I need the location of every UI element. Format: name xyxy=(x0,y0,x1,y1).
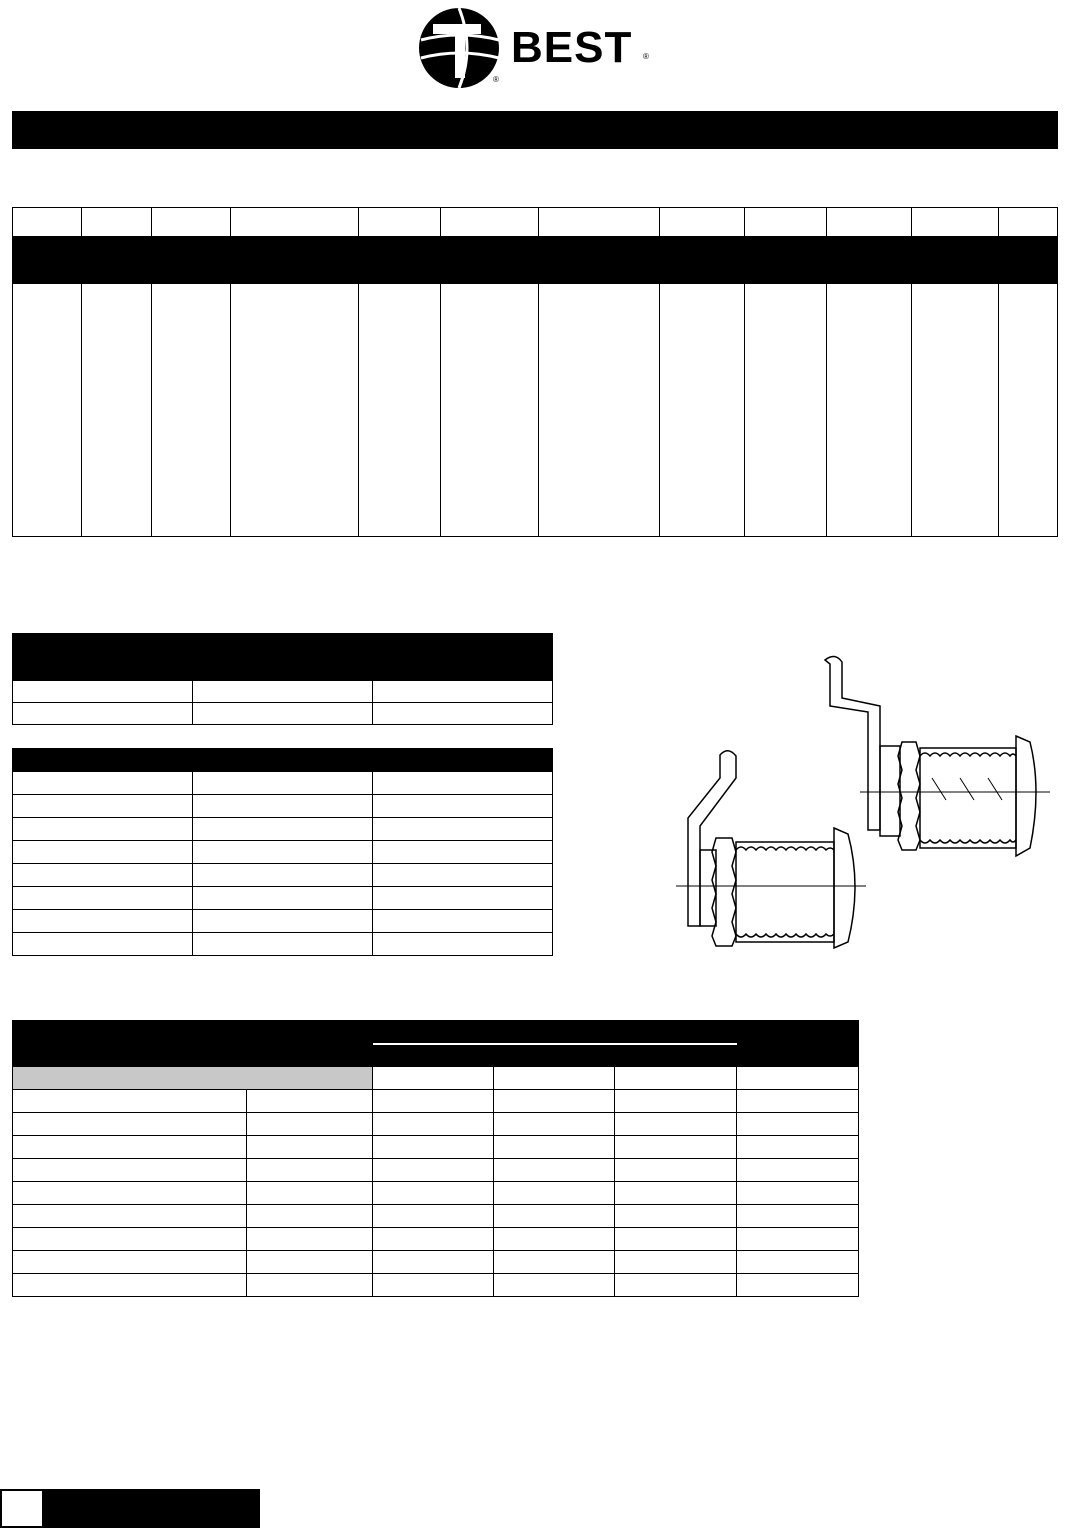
dimensions-table xyxy=(12,1020,859,1297)
options-table-2 xyxy=(12,748,553,956)
options-table-1 xyxy=(12,633,553,725)
footer-label-bar xyxy=(44,1489,260,1528)
cam-lock-illustration xyxy=(670,650,1070,950)
registered-mark: ® xyxy=(643,52,649,61)
brand-logo xyxy=(415,0,655,96)
logo-wordmark: BEST xyxy=(511,23,633,72)
spec-top-row xyxy=(13,208,1058,237)
spec-header-row xyxy=(13,237,1058,284)
spec-body-row xyxy=(13,284,1058,537)
globe-logo-icon xyxy=(415,0,507,96)
title-bar xyxy=(12,111,1058,149)
svg-text:®: ® xyxy=(493,75,499,84)
footer-page-box xyxy=(0,1489,44,1528)
spec-table xyxy=(12,207,1058,537)
cam-lock-front xyxy=(676,751,866,948)
cam-lock-rear xyxy=(825,656,1050,856)
header-rule xyxy=(373,1043,737,1045)
